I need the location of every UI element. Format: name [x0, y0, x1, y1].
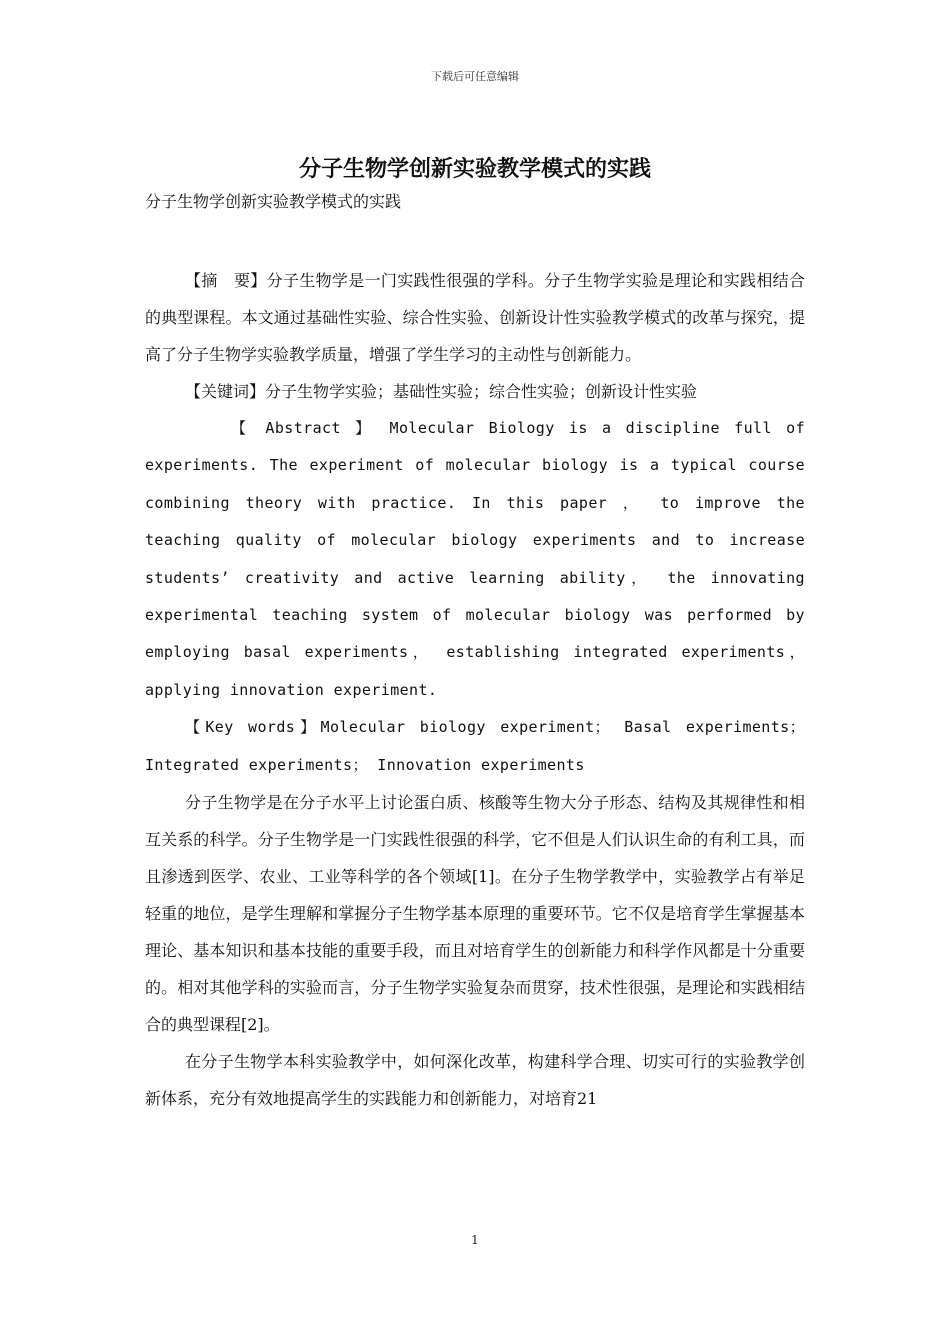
keywords-english: 【Key words】Molecular biology experiment； Basal experiments； Integrated experiments； Innovation experiments [145, 718, 805, 774]
body-paragraph: 分子生物学是在分子水平上讨论蛋白质、核酸等生物大分子形态、结构及其规律性和相互关系的科学。分子生物学是一门实践性很强的科学，它不但是人们认识生命的有利工具，而且渗透到医学、农业、工业等科学的各个领域[1]。在分子生物学教学中，实验教学占有举足轻重的地位，是学生理解和掌握分子生物学基本原理的重要环节。它不仅是培育学生掌握基本理论、基本知识和基本技能的重要手段，而且对培育学生的创新能力和科学作风都是十分重要的。相对其他学科的实验而言，分子生物学实验复杂而贯穿，技术性很强，是理论和实践相结合的典型课程[2]。 [145, 793, 805, 1035]
body-paragraph: 在分子生物学本科实验教学中，如何深化改革，构建科学合理、切实可行的实验教学创新体系，充分有效地提高学生的实践能力和创新能力，对培育21 [145, 1052, 805, 1109]
document-body [145, 150, 805, 1117]
keywords-chinese: 【关键词】分子生物学实验；基础性实验；综合性实验；创新设计性实验 [185, 382, 698, 401]
abstract-chinese: 【摘 要】分子生物学是一门实践性很强的学科。分子生物学实验是理论和实践相结合的典型课程。本文通过基础性实验、综合性实验、创新设计性实验教学模式的改革与探究，提高了分子生物学实验教学质量，增强了学生学习的主动性与创新能力。 [145, 271, 805, 364]
page-header: 下载后可任意编辑 [431, 70, 519, 83]
document-subtitle: 分子生物学创新实验教学模式的实践 [145, 192, 402, 211]
page-number: 1 [471, 1233, 479, 1247]
abstract-english: 【 Abstract 】 Molecular Biology is a discipline full of experiments. The experiment of molecular biology is a typical course combining theory with practice. In this paper ， to improve the teaching quality of molecular biology experiments and to increase students’ creativity and active learning ability， the innovating experimental teaching system of molecular biology was performed by employing basal experiments， establishing integrated experiments， applying innovation experiment. [145, 419, 805, 699]
document-title: 分子生物学创新实验教学模式的实践 [298, 157, 651, 182]
